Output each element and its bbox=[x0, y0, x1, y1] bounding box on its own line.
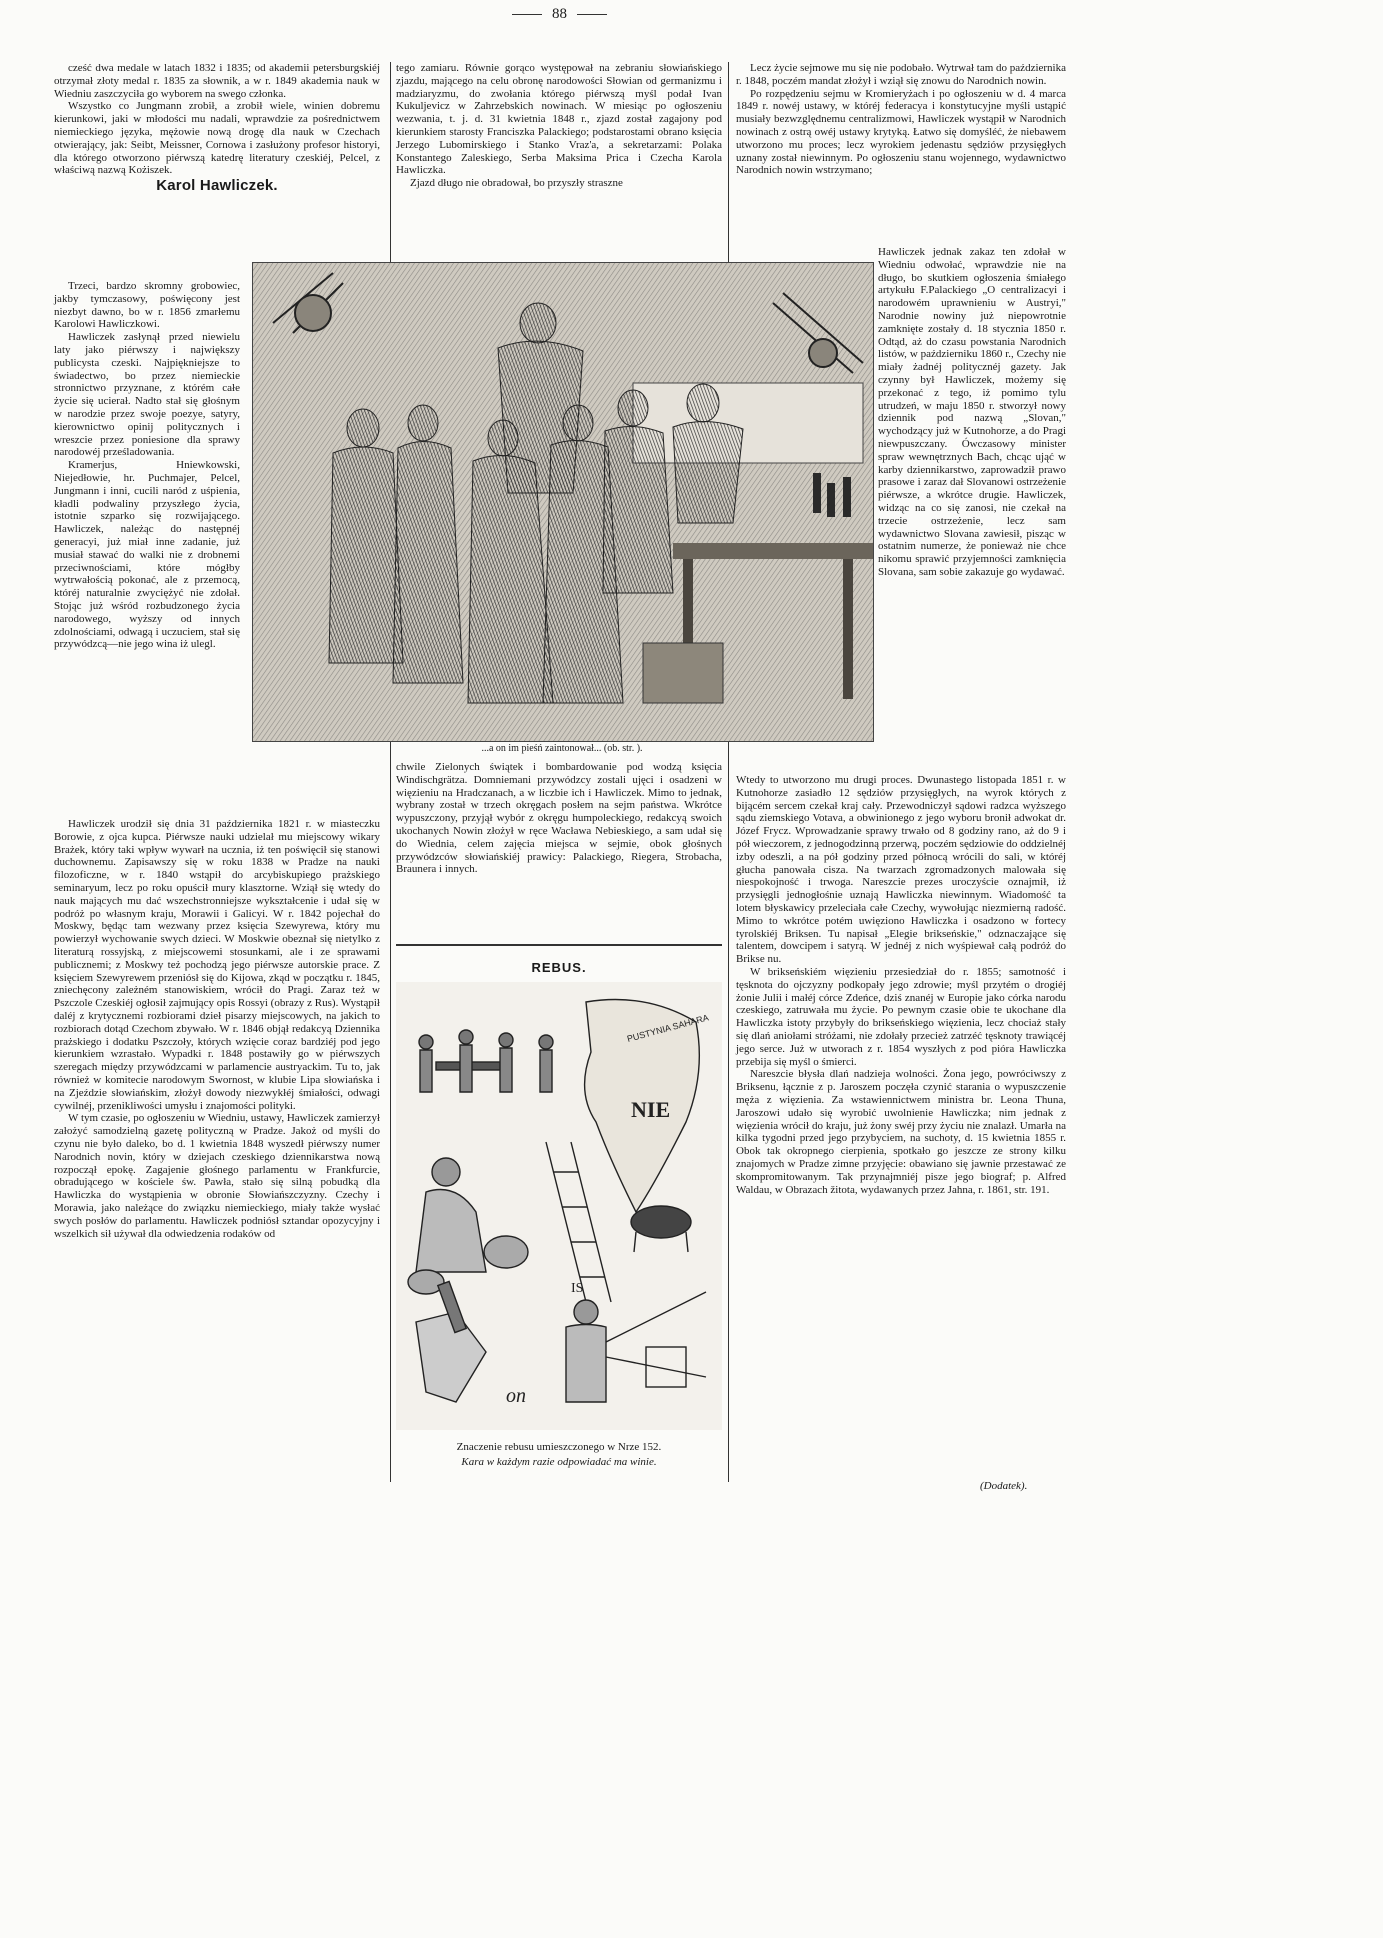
column-3-top bbox=[736, 62, 1066, 177]
rebus-title: REBUS. bbox=[531, 960, 587, 975]
column-2-top bbox=[396, 62, 722, 190]
page-number-dash-left bbox=[512, 14, 542, 15]
column-2-bottom bbox=[396, 761, 722, 876]
page-number-text: 88 bbox=[552, 6, 567, 22]
col1-body-paragraph: Hawliczek zasłynął przed niewielu laty jako piérwszy i największy publicysta czeski. Najpiękniejsze to świadectwo, bo przez niemieckie stronnictwo przyznane, z którém całe życie się ucierał. Nadto stał się głośnym w narodzie przez swoje poezye, satyry, kierownictwo opinij politycznych i wreszcie przez poniesione dla sprawy narodowéj prześladowania. bbox=[54, 331, 240, 459]
col1-body-paragraph: Hawliczek urodził się dnia 31 października 1821 r. w miasteczku Borowie, z ojca kupca. Piérwsze nauki udzielał mu miejscowy wikary Brażek, który taki wpływ wywarł na ucznia, iż ten poświęcił się stanowi duchownemu. Zapisawszy się w roku 1838 w Pradze na nauki filozoficzne, w r. 1840 wstąpił do arcybiskupiego prażskiego seminaryum, lecz po roku opuścił mury klasztorne. Wziął się wtedy do nauk mających mu dać wszechstronniejsze wykształcenie i udał się w podróż po własnym kraju, Morawii i Galicyi. W r. 1842 pojechał do Moskwy, będąc tam wezwany przez księcia Szewyrewa, który mu powierzył wychowanie swych dzieci. W Moskwie obeznał się nietylko z literaturą rossyjską, z miejscowemi stosunkami, ale i ze sprawami publicznemi; z Moskwy też pochodzą jego piérwsze autorskie prace. Z księciem Szewyrewem przeniósł się do Kijowa, zkąd w początku r. 1845, zniechęcony zależném stanowiskiem, wrócił do Pragi. Zaraz też w Pszczole Czeskiéj ogłosił zajmujący opis Rossyi (obrazy z Rus). Wystąpił daléj z krytycznemi rozbiorami dzieł pisarzy miejscowych, na jakich to rozbiorach dotąd Czechom zbywało. W r. 1846 objął redakcyą Dziennika prażskiego i dodatku Pszczoły, których wzięcie coraz bardziéj pod jego kierunkiem wzrastało. Wypadki r. 1848 postawiły go w piérwszych szeregach między przywódzcami w parlamencie austryackim. Tu to, jak również w komitecie narodowym Swornost, w klubie Lipa słowiańska i na Zjeździe słowiańskim, złożył dowody niezwykłéj śmiałości, odwagi cywilnéj, przenikliwości umysłu i znajomości polityki. bbox=[54, 818, 380, 1112]
article-heading: Karol Hawliczek. bbox=[156, 177, 278, 195]
rebus-caption bbox=[396, 1440, 722, 1470]
col3-paragraph: Po rozpędzeniu sejmu w Kromieryżach i po ogłoszeniu w d. 4 marca 1849 r. nowéj ustawy, w któréj federacya i konstytucyjne myśli ustąpić musiały bezwzględnemu centralizmowi, Hawliczek wystąpił w Narodnich nowinach z ostrą owéj ustawy krytyką. Łatwo się domyśléć, że niebawem utworzono mu proces; lecz wyrokiem jedenastu sędziów przysięgłych uznany został niewinnym. Po ogłoszeniu stanu wojennego, wydawnictwo Narodnich nowin wstrzymano; bbox=[736, 87, 1066, 177]
column-3-wrap bbox=[878, 246, 1066, 579]
rebus-drawing bbox=[396, 982, 722, 1430]
rebus-picture bbox=[396, 982, 722, 1430]
column-3-bottom bbox=[736, 774, 1066, 1196]
col1-intro-paragraph: cześć dwa medale w latach 1832 i 1835; od akademii petersburgskiéj otrzymał złoty medal r. 1835 za słownik, a w r. 1849 akademia nauk w Wiedniu zaszczyciła go wyborem na swego członka. bbox=[54, 62, 380, 100]
rebus-divider bbox=[396, 944, 722, 946]
col1-body-paragraph: Kramerjus, Hniewkowski, Niejedłowie, hr. Puchmajer, Pelcel, Jungmann i inni, cucili naród z uśpienia, kładli podwaliny przyszłego życia, istotnie szparko się rozwijającego. Hawliczek, należąc do następnéj generacyi, już miał inne zadanie, już musiał stawać do walki nie z drobnemi przeciwnościami, które mógłby wytrwałością pokonać, ale z przemocą, któréj naturalnie zwyciężyć nie zdołał. Stojąc już wśród rozbudzonego życia narodowego, wyższy od innych zdolnościami, odwagą i uczuciem, stał się przywódzcą—nie jego wina iż ulegl. bbox=[54, 459, 240, 651]
rebus-map-label: PUSTYNIA SAHARA bbox=[625, 1012, 710, 1044]
col2-paragraph: tego zamiaru. Równie gorąco występował na zebraniu słowiańskiego zjazdu, mającego na celu obronę narodowości Słowian od germanizmu i madziaryzmu, do zwołania którego piérwszą myśl podał Ivan Kukuljevicz w Zahrzebskich nowinach. W miesiąc po ogłoszeniu wezwania, t. j. d. 31 kwietnia 1848 r., zjazd został zagajony pod kierunkiem starosty Franciszka Palackiego; podstarostami obrano księcia Jerzego Lubomirskiego i Stanko Vraz'a, a sekretarzami: Polaka Konstantego Zaleskiego, Serba Maksima Prica i Czecha Karola Hawliczka. bbox=[396, 62, 722, 177]
rebus-nie-text: NIE bbox=[631, 1097, 671, 1122]
illustration-caption: ...a on im pieśń zaintonował... (ob. str. ). bbox=[481, 743, 643, 754]
illustration-engraving bbox=[253, 263, 873, 741]
illustration bbox=[252, 262, 874, 742]
column-1 bbox=[54, 62, 380, 196]
col3-paragraph: Hawliczek jednak zakaz ten zdołał w Wiedniu odwołać, wprawdzie nie na długo, bo skutkiem ogłoszenia śmiałego artykułu F.Palackiego „O centralizacyi i narodowém uprawnieniu w Austryi," Narodnie nowiny już niepowrotnie zamknięte zostały d. 18 stycznia 1850 r. Odtąd, aż do czasu powstania Narodnich listów, w październiku 1860 r., Czechy nie miały żadnéj politycznéj gazety. Jak czynny był Hawliczek, możemy się przekonać z tego, iż pomimo tylu utrudzeń, w maju 1850 r. stworzył nowy dziennik pod nazwą „Slovan," wychodzący już w Kutnohorze, a do Pragi niewpuszczany. Ówczasowy minister spraw wewnętrznych Bach, chcąc ująć w karby dziennikarstwo, zaprowadził prawo prasowe i zaraz dał Slovanowi ostrzeżenie piérwsze, a wkrótce drugie. Hawliczek, widząc na co się zanosi, nie czekał na trzecie ostrzeżenie, lecz sam wydawnictwo Slovana zawiesił, pisząc w ostatnim numerze, że ponieważ nie chce nikomu sprawić przyjemności zamknięcia Slovana, sam sobie zakazuje go wydawać. bbox=[878, 246, 1066, 578]
col1-body-paragraph: W tym czasie, po ogłoszeniu w Wiedniu, ustawy, Hawliczek zamierzył założyć samodzielną gazetę polityczną w Pradze. Jakoż od myśli do czynu nie było daleko, bo d. 1 kwietnia 1848 wyszedł piérwszy numer Narodnich novin, który w dziejach czeskiego dziennikarstwa nową rozpoczął epokę. Zagajenie głośnego parlamentu w Frankfurcie, obradującego w kościele św. Pawła, stało się silną pobudką dla Hawliczka do wystąpienia w obronie Słowiańszczyzny. Czechy i Morawia, jako należące do związku niemieckiego, miały także wysłać swych posłów do parlamentu. Hawliczek podniósł sztandar opozycyjny i wszelkich sił używał dla odwiedzenia rodaków od bbox=[54, 1112, 380, 1240]
col3-paragraph: Lecz życie sejmowe mu się nie podobało. Wytrwał tam do października r. 1848, poczém mandat złożył i wziął się znowu do Narodnich nowin. bbox=[736, 62, 1066, 87]
column-1-full bbox=[54, 818, 380, 1240]
rebus-on-text: on bbox=[506, 1385, 526, 1407]
col2-paragraph: Zjazd długo nie obradował, bo przyszły straszne bbox=[410, 177, 623, 190]
col3-paragraph: Wtedy to utworzono mu drugi proces. Dwunastego listopada 1851 r. w Kutnohorze zasiadło 12 sędziów przysięgłych, na wyrok których z bijącém sercem czekał kraj cały. Przewodniczył sądowi radzca wyższego sądu ziemskiego Votava, a obwinionego z jego wyboru bronił adwokat dr. Józef Frycz. Wprowadzanie sprawy trwało od 8 godziny rano, aż do 9 i pół wieczorem, z jednogodzinną przerwą, poczém sędziowie do oddzielnéj izby odeszli, a na pół godziny przed północą wrócili do sali, w któréj głucha panowała cisza. Na twarzach zgromadzonych malowała się niespokojność i trwoga. Nareszcie prezes uroczyście oznajmił, iż przysięgli jednogłośnie uznają Hawliczka niewinnym. Wiadomość ta lotem błyskawicy przeleciała całe Czechy, wywołując niezmierną radość. Mimo to wkrótce potém uwięziono Hawliczka i osadzono w fortecy tyrolskiéj Briksen. Tu napisał „Elegie brikseńskie," odznaczające się talentem, dowcipem i satyrą. W jednéj z nich wyśpiewał całą podróż do Brikse nu. bbox=[736, 774, 1066, 966]
col2-paragraph: chwile Zielonych świątek i bombardowanie pod wodzą księcia Windischgrätza. Domniemani przywódzcy zostali ujęci i osadzeni w więzieniu na Hradczanach, a w liczbie ich i Hawliczek. Mimo to jednak, wybrany został w trzech okręgach posłem na sejm państwa. Wkrótce wypuszczony, przyjął wybór z okręgu humpoleckiego, redakcyą swoich ukochanych Nowin złożył w ręce Wacława Nebieskiego, a sam udał się do Wiednia, celem zajęcia miejsca w sejmie, obok głośnych przywódzców słowiańskiéj prawicy: Palackiego, Riegera, Strobacha, Braunera i innych. bbox=[396, 761, 722, 876]
column-1-narrow bbox=[54, 280, 240, 651]
rebus-is-text: IS bbox=[571, 1281, 584, 1296]
page-number bbox=[0, 6, 1119, 23]
col1-body-paragraph: Trzeci, bardzo skromny grobowiec, jakby tymczasowy, poświęcony jest niezbyt dawno, bo w r. 1856 zmarłemu Karolowi Hawliczkowi. bbox=[54, 280, 240, 331]
col1-intro-paragraph: Wszystko co Jungmann zrobił, a zrobił wiele, winien dobremu kierunkowi, jaki w młodości mu nadali, wprawdzie za pośrednictwem niemieckiego języka, mężowie nową drogę dla nauk w Czechach otwierający, jak: Seibt, Meissner, Cornowa i zasłużony profesor historyi, dla którego otworzono piérwszą katedrę literatury czeskiéj, Pelcel, z właściwą nazwą Kożiszek. bbox=[54, 100, 380, 177]
rebus-caption-line2: Kara w każdym razie odpowiadać ma winie. bbox=[461, 1456, 657, 1468]
page-number-dash-right bbox=[577, 14, 607, 15]
signature: (Dodatek). bbox=[980, 1480, 1028, 1492]
rebus-caption-line1: Znaczenie rebusu umieszczonego w Nrze 152. bbox=[456, 1441, 662, 1453]
col3-paragraph: W brikseńskiém więzieniu przesiedział do r. 1855; samotność i tęsknota do ojczyzny podkopały jego zdrowie; myśl przytém o drogiéj żonie Julii i małéj córce Zdeńce, dziś znanéj w Europie jako córka narodu czeskiego, zatruwała mu życie. Po pewnym czasie obie te ukochane dla Hawliczka istoty przybyły do brikseńskiego więzienia, lecz chociaż stały się dlań aniołami stróżami, nie zdołały przecież zatrzéć tęsknoty trawiącéj jego serce. Już w utworach z r. 1854 wyszłych z pod pióra Hawliczka przebija się myśl o śmierci. bbox=[736, 965, 1066, 1068]
col3-paragraph: Nareszcie błysła dlań nadzieja wolności. Żona jego, powróciwszy z Briksenu, łącznie z p. Jaroszem poczęła czynić starania o wypuszczenie męża z więzienia. Za wstawiennictwem ministra br. Leona Thuna, Jaroszowi udało się wyrobić uwolnienie Hawliczka; nim jednak z więzienia wrócił do kraju, już żony swéj przy życiu nie znalazł. Umarła na kilka tygodni przed jego przybyciem, na suchoty, d. 15 kwietnia 1855 r. Obok tak okropnego cierpienia, spotkało go jeszcze ze strony kilku znajomych w Pradze zimne przyjęcie: obawiano się jawnie przestawać ze skompromitowanym. Tak przynajmniéj pisze jego biograf; p. Alfred Waldau, w Obrazach žitota, wydawanych przez Jahna, r. 1861, str. 191. bbox=[736, 1068, 1066, 1196]
